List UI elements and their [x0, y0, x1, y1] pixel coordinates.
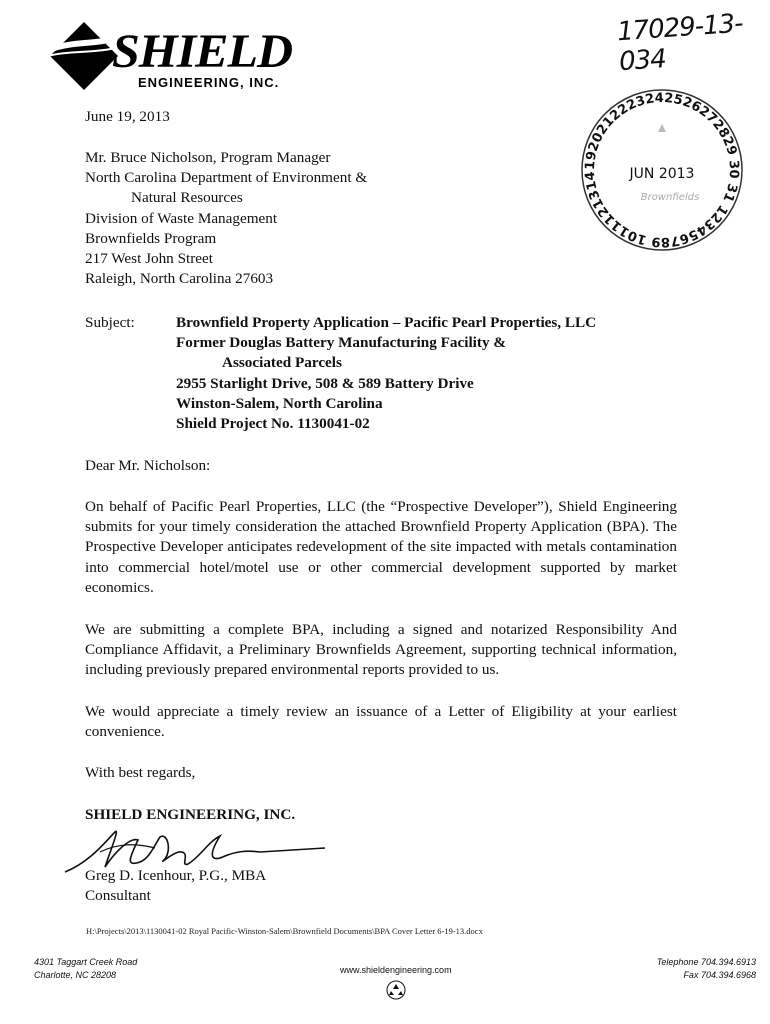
signer-name: Greg D. Icenhour, P.G., MBA [85, 867, 267, 884]
address-line: Raleigh, North Carolina 27603 [85, 270, 274, 288]
stamp-faint-label: Brownfields [640, 192, 700, 203]
address-line: Mr. Bruce Nicholson, Program Manager [85, 149, 331, 166]
footer-contact [657, 956, 756, 981]
subject-line: Brownfield Property Application – Pacific Pearl Properties, LLC [176, 314, 597, 331]
footer-telephone: Telephone 704.394.6913 [656, 957, 756, 967]
signature-company: SHIELD ENGINEERING, INC. [85, 806, 296, 823]
address-line: Division of Waste Management [85, 209, 278, 227]
footer-address [34, 956, 137, 981]
footer-address-line2: Charlotte, NC 28208 [34, 969, 117, 980]
recycle-icon [386, 980, 406, 1000]
address-line: 217 West John Street [85, 250, 214, 268]
address-line: Brownfields Program [85, 229, 217, 247]
body-paragraph: On behalf of Pacific Pearl Properties, LLC (the “Prospective Developer”), Shield Engineering submits for your timely consideration the attached Brownfield Property Application (BPA). The Prospective Developer anticipates redevelopment of the site impacted with metals contamination into commercial hotel/motel use or other commercial development supported by market economics. [85, 498, 677, 596]
document-file-path: H:\Projects\2013\1130041-02 Royal Pacific-Winston-Salem\Brownfield Documents\BPA Cover Letter 6-19-13.docx [86, 926, 483, 936]
received-date-stamp [578, 86, 746, 254]
subject-line: Associated Parcels [222, 354, 342, 372]
subject-line: Former Douglas Battery Manufacturing Facility & [176, 334, 506, 352]
logo-subtitle: ENGINEERING, INC. [138, 75, 280, 90]
company-logo [44, 16, 294, 96]
footer-fax: Fax 704.394.6968 [683, 969, 756, 980]
address-line: North Carolina Department of Environment & [85, 169, 368, 187]
body-paragraph: We are submitting a complete BPA, including a signed and notarized Responsibility And Compliance Affidavit, a Preliminary Brownfields Agreement, supporting technical information, including previously prepared environmental reports provided to us. [85, 621, 677, 679]
subject-lines [176, 313, 596, 434]
signer-details [85, 866, 266, 906]
footer-address-line1: 4301 Taggart Creek Road [34, 957, 138, 967]
stamp-date: JUN 2013 [629, 166, 695, 182]
recipient-address [85, 148, 367, 289]
footer-website: www.shieldengineering.com [340, 965, 452, 975]
signer-title: Consultant [85, 887, 151, 905]
subject-label: Subject: [85, 314, 135, 331]
body-paragraph: We would appreciate a timely review an issuance of a Letter of Eligibility at your earliest convenience. [85, 703, 677, 741]
address-line: Natural Resources [131, 189, 243, 207]
subject-line: Shield Project No. 1130041-02 [176, 415, 370, 433]
salutation: Dear Mr. Nicholson: [85, 457, 211, 474]
letter-date: June 19, 2013 [85, 108, 170, 125]
closing: With best regards, [85, 764, 196, 781]
logo-wordmark: SHIELD [112, 24, 293, 78]
stamp-ring-numbers: 1920212223242526272829 30 31 123456789 1011121314 [582, 90, 742, 250]
subject-line: 2955 Starlight Drive, 508 & 589 Battery Drive [176, 374, 474, 392]
stamp-emblem-icon [658, 124, 666, 132]
subject-line: Winston-Salem, North Carolina [176, 394, 383, 412]
handwritten-reference-number: 17029-13-034 [616, 8, 744, 78]
